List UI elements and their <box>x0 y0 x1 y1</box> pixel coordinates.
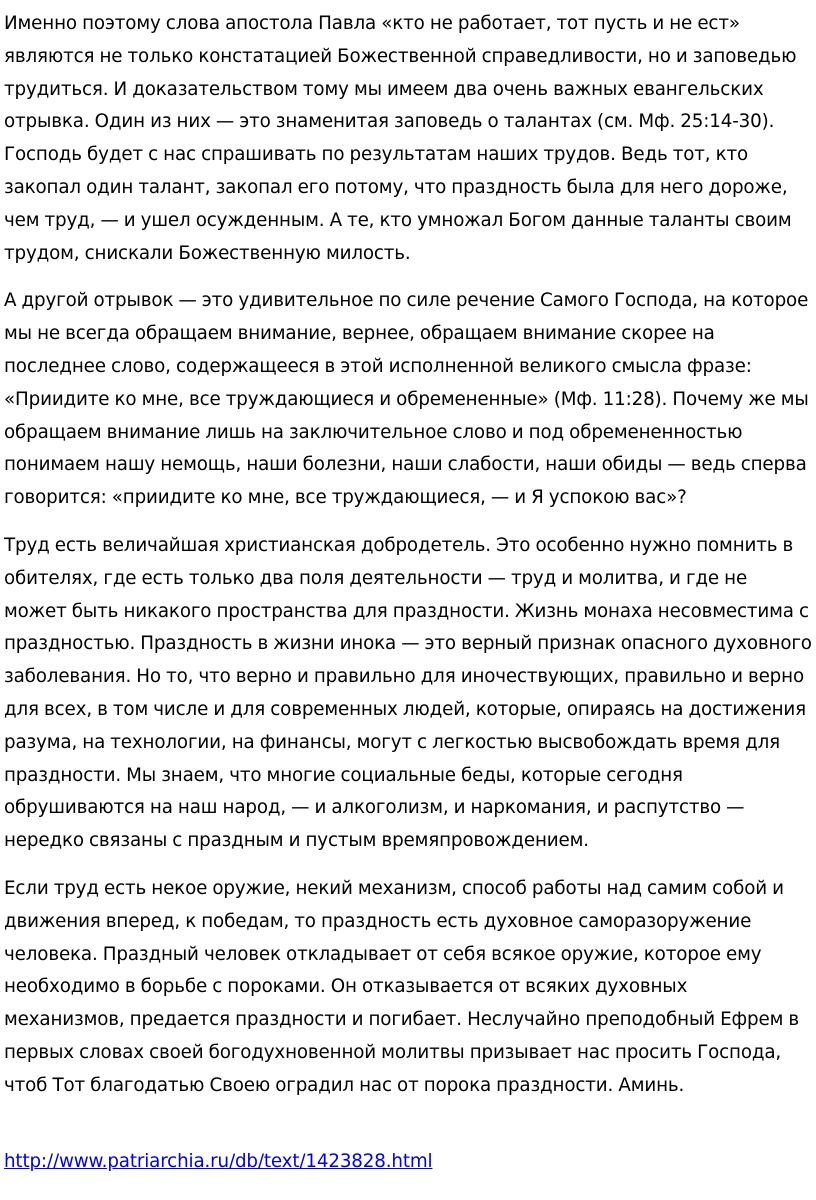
article-body <box>4 8 812 1103</box>
paragraph-1: Именно поэтому слова апостола Павла «кто не работает, тот пусть и не ест» являются не только констатацией Божественной справедливости, но и заповедью трудиться. И доказательством тому мы имеем два очень важных евангельских отрывка. Один из них — это знаменитая заповедь о талантах (см. Мф. 25:14-30). Господь будет с нас спрашивать по результатам наших трудов. Ведь тот, кто закопал один талант, закопал его потому, что праздность была для него дороже, чем труд, — и ушел осужденным. А те, кто умножал Богом данные таланты своим трудом, снискали Божественную милость. <box>4 13 797 264</box>
paragraph-2: А другой отрывок — это удивительное по силе речение Самого Господа, на которое мы не всегда обращаем внимание, вернее, обращаем внимание скорее на последнее слово, содержащееся в этой исполненной великого смысла фразе: «Приидите ко мне, все труждающиеся и обремененные» (Мф. 11:28). Почему же мы обращаем внимание лишь на заключительное слово и под обремененностью понимаем нашу немощь, наши болезни, наши слабости, наши обиды — ведь сперва говорится: «приидите ко мне, все труждающиеся, — и Я успокою вас»? <box>4 290 809 509</box>
paragraph-4: Если труд есть некое оружие, некий механизм, способ работы над самим собой и движения вперед, к победам, то праздность есть духовное саморазоружение человека. Праздный человек откладывает от себя всякое оружие, которое ему необходимо в борьбе с пороками. Он отказывается от всяких духовных механизмов, предается праздности и погибает. Неслучайно преподобный Ефрем в первых словах своей богодухновенной молитвы призывает нас просить Господа, чтоб Тот благодатью Своею оградил нас от порока праздности. Аминь. <box>4 877 800 1096</box>
paragraph-3: Труд есть величайшая христианская добродетель. Это особенно нужно помнить в обителях, где есть только два поля деятельности — труд и молитва, и где не может быть никакого пространства для праздности. Жизнь монаха несовместима с праздностью. Праздность в жизни инока — это верный признак опасного духовного заболевания. Но то, что верно и правильно для иночествующих, правильно и верно для всех, в том числе и для современных людей, которые, опираясь на достижения разума, на технологии, на финансы, могут с легкостью высвобождать время для праздности. Мы знаем, что многие социальные беды, которые сегодня обрушиваются на наш народ, — и алкоголизм, и наркомания, и распутство — нередко связаны с праздным и пустым времяпровождением. <box>4 534 812 852</box>
source-link[interactable]: http://www.patriarchia.ru/db/text/1423828.html <box>4 1151 433 1172</box>
